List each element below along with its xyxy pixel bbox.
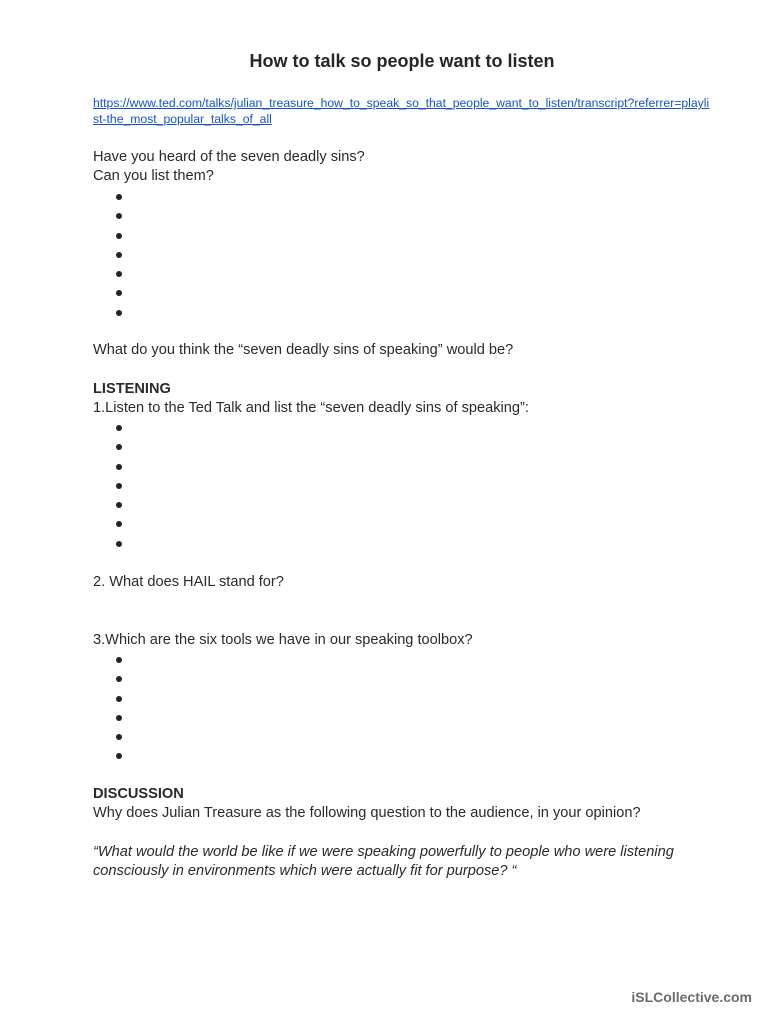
bullet-dot-icon — [116, 252, 122, 258]
bullet-dot-icon — [116, 715, 122, 721]
bullet-dot-icon — [116, 425, 122, 431]
page-title: How to talk so people want to listen — [249, 51, 555, 71]
discussion-heading: DISCUSSION — [93, 786, 184, 802]
bullet-dot-icon — [116, 271, 122, 277]
bullet-dot-icon — [116, 213, 122, 219]
listening-question-1: 1.Listen to the Ted Talk and list the “seven deadly sins of speaking”: — [93, 400, 529, 416]
ted-talk-link[interactable]: https://www.ted.com/talks/julian_treasure_how_to_speak_so_that_people_want_to_listen/transcript?referrer=playlist-the_most_popular_talks_of_all — [93, 96, 710, 126]
bullet-dot-icon — [116, 464, 122, 470]
bullet-dot-icon — [116, 696, 122, 702]
bullet-dot-icon — [116, 194, 122, 200]
bullet-dot-icon — [116, 483, 122, 489]
bullet-dot-icon — [116, 521, 122, 527]
bullet-dot-icon — [116, 734, 122, 740]
bullet-dot-icon — [116, 310, 122, 316]
listening-question-2: 2. What does HAIL stand for? — [93, 574, 284, 590]
bullet-dot-icon — [116, 233, 122, 239]
bullet-dot-icon — [116, 502, 122, 508]
quote-text: “What would the world be like if we were speaking powerfully to people who were listening consciously in environments which were actually fit for purpose? “ — [93, 844, 674, 880]
islcollective-watermark: iSLCollective.com — [631, 989, 752, 1005]
bullet-dot-icon — [116, 676, 122, 682]
bullet-dot-icon — [116, 753, 122, 759]
listening-question-3: 3.Which are the six tools we have in our speaking toolbox? — [93, 632, 473, 648]
speaking-sins-question: What do you think the “seven deadly sins of speaking” would be? — [93, 342, 514, 358]
listening-heading: LISTENING — [93, 381, 171, 397]
bullet-dot-icon — [116, 657, 122, 663]
discussion-question: Why does Julian Treasure as the following question to the audience, in your opinion? — [93, 805, 641, 821]
bullet-dot-icon — [116, 444, 122, 450]
bullet-dot-icon — [116, 541, 122, 547]
bullet-dot-icon — [116, 290, 122, 296]
intro-question-2: Can you list them? — [93, 168, 214, 184]
intro-question-1: Have you heard of the seven deadly sins? — [93, 149, 365, 165]
